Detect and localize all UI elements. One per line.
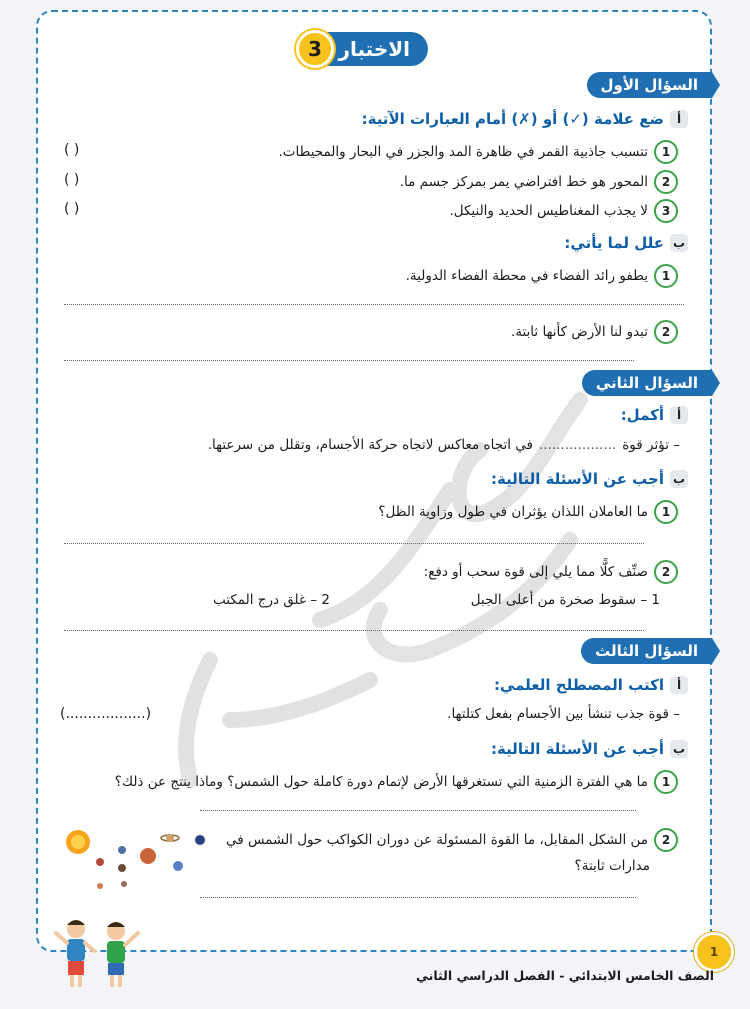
question-text: ما هي الفترة الزمنية التي تستغرقها الأرض لإتمام دورة كاملة حول الشمس؟ وماذا ينتج عن ذلك؟ <box>114 774 648 790</box>
item-number: 1 <box>654 264 678 288</box>
answer-line[interactable] <box>200 810 636 811</box>
question-text: ما العاملان اللذان يؤثران في طول وزاوية الظل؟ <box>378 504 648 520</box>
section1-partB-instruction: علل لما يأتي: <box>564 234 664 252</box>
item-number: 1 <box>654 770 678 794</box>
s3-question-2 <box>226 828 678 852</box>
section2-partB <box>491 470 688 488</box>
planet-icon <box>140 848 156 864</box>
answer-line[interactable] <box>64 630 644 631</box>
part-label: ب <box>670 470 688 488</box>
complete-before: – تؤثر قوة <box>622 437 680 453</box>
part-label: ب <box>670 740 688 758</box>
tf-answer-1[interactable]: ( ) <box>64 142 80 158</box>
children-illustration <box>48 915 148 995</box>
answer-line[interactable] <box>64 304 684 305</box>
complete-sentence <box>208 437 680 453</box>
item-number: 1 <box>654 140 678 164</box>
planet-icon <box>96 858 104 866</box>
item-number: 2 <box>654 560 678 584</box>
complete-after: في اتجاه معاكس لاتجاه حركة الأجسام، وتقلل من سرعتها. <box>207 437 533 453</box>
section2-partA <box>621 406 688 424</box>
item-number: 2 <box>654 170 678 194</box>
section1-instruction: ضع علامة (✓) أو (✗) أمام العبارات الآتية: <box>361 110 664 128</box>
classify-option-2: 2 – غلق درج المكتب <box>213 592 330 608</box>
tf-item-3 <box>449 199 678 223</box>
section3-partA <box>494 676 688 694</box>
page-number-badge: 1 <box>694 932 734 972</box>
part-label: أ <box>670 676 688 694</box>
item-number: 2 <box>654 828 678 852</box>
s2-question-2 <box>424 560 678 584</box>
item-number: 2 <box>654 320 678 344</box>
tf-item-text: لا يجذب المغناطيس الحديد والنيكل. <box>449 203 648 219</box>
tf-answer-3[interactable]: ( ) <box>64 201 80 217</box>
reason-text: يطفو رائد الفضاء في محطة الفضاء الدولية. <box>405 268 648 284</box>
classify-option-1: 1 – سقوط صخرة من أعلى الجبل <box>470 592 660 608</box>
tf-item-2 <box>400 170 678 194</box>
section3-partB-instruction: أجب عن الأسئلة التالية: <box>490 740 664 758</box>
section2-partA-instruction: أكمل: <box>620 406 664 424</box>
planet-icon <box>121 881 127 887</box>
planet-icon <box>118 846 126 854</box>
section2-title: السؤال الثاني <box>582 370 712 396</box>
question-text: من الشكل المقابل، ما القوة المسئولة عن دوران الكواكب حول الشمس في <box>226 832 648 848</box>
saturn-icon <box>166 834 174 842</box>
answer-line[interactable] <box>64 360 634 361</box>
section3-title: السؤال الثالث <box>581 638 712 664</box>
test-number-badge: 3 <box>296 30 334 68</box>
planet-icon <box>173 861 183 871</box>
section3-partA-instruction: اكتب المصطلح العلمي: <box>493 676 664 694</box>
s2-question-1 <box>378 500 678 524</box>
section1-partB <box>564 234 688 252</box>
planet-icon <box>97 883 103 889</box>
planet-icon <box>118 864 126 872</box>
solar-system-figure <box>60 820 220 900</box>
term-answer[interactable]: (..................) <box>60 706 152 722</box>
tf-answer-2[interactable]: ( ) <box>64 172 80 188</box>
section1-title: السؤال الأول <box>587 72 712 98</box>
answer-line[interactable] <box>64 543 644 544</box>
test-title: الاختبار <box>302 32 428 66</box>
tf-item-text: المحور هو خط افتراضي يمر بمركز جسم ما. <box>399 174 648 190</box>
complete-blank[interactable]: .................. <box>538 437 617 453</box>
reason-item-1 <box>406 264 678 288</box>
reason-text: تبدو لنا الأرض كأنها ثابتة. <box>510 324 648 340</box>
footer-grade-term: الصف الخامس الابتدائي - الفصل الدراسي الثاني <box>416 968 714 983</box>
term-text: – قوة جذب تنشأ بين الأجسام بفعل كتلتها. <box>447 706 680 722</box>
section1-partA <box>362 110 688 128</box>
item-number: 1 <box>654 500 678 524</box>
part-label: أ <box>670 110 688 128</box>
planet-icon <box>195 835 205 845</box>
tf-item-1 <box>279 140 679 164</box>
part-label: أ <box>670 406 688 424</box>
tf-item-text: تتسبب جاذبية القمر في ظاهرة المد والجزر في البحار والمحيطات. <box>278 144 648 160</box>
term-statement <box>447 706 680 722</box>
question-text: صنِّف كلًّا مما يلي إلى قوة سحب أو دفع: <box>423 564 648 580</box>
part-label: ب <box>670 234 688 252</box>
question-text-line2: مدارات ثابتة؟ <box>574 858 650 874</box>
item-number: 3 <box>654 199 678 223</box>
section2-partB-instruction: أجب عن الأسئلة التالية: <box>490 470 664 488</box>
reason-item-2 <box>511 320 678 344</box>
section3-partB <box>491 740 688 758</box>
s3-question-1 <box>115 770 678 794</box>
answer-line[interactable] <box>200 897 636 898</box>
